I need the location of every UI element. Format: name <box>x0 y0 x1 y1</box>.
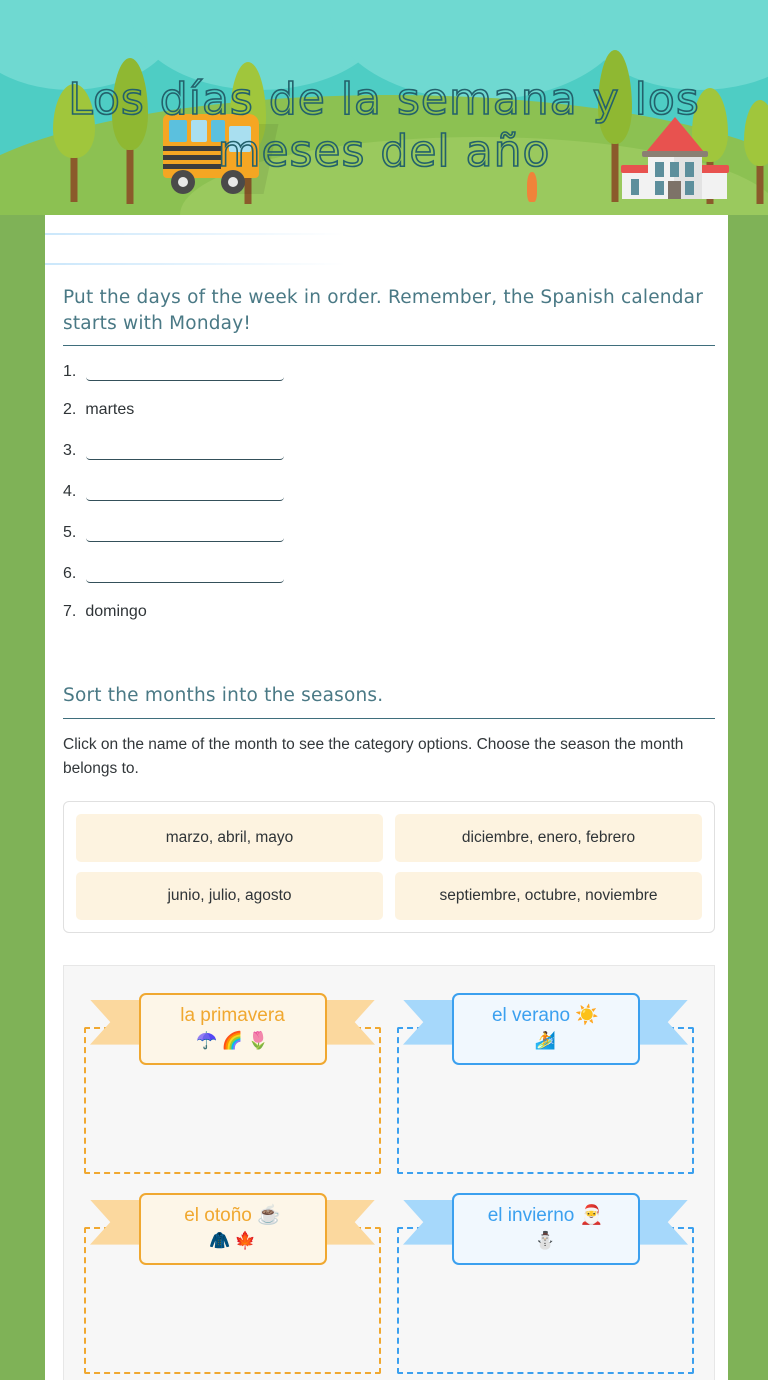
word-bank <box>63 801 715 933</box>
season-cell-otono <box>76 1182 389 1380</box>
season-row-top <box>76 982 702 1182</box>
season-emojis: ⛄ <box>534 1231 557 1251</box>
section2-divider <box>63 718 715 719</box>
season-cell-primavera <box>76 982 389 1182</box>
item-number: 6. <box>63 565 77 583</box>
season-name: el invierno 🎅 <box>487 1204 604 1226</box>
page-title: Los días de la semana y los meses del año <box>68 74 700 177</box>
item-number: 4. <box>63 483 77 501</box>
word-bank-chip[interactable]: marzo, abril, mayo <box>76 814 383 862</box>
item-number: 1. <box>63 363 77 381</box>
day-blank-4[interactable] <box>86 480 284 501</box>
season-emojis: 🧥 🍁 <box>208 1231 257 1251</box>
list-item <box>63 562 715 583</box>
ribbon-invierno <box>389 1182 702 1277</box>
ribbon-primavera <box>76 982 389 1077</box>
day-answer-2: martes <box>85 401 135 419</box>
season-sort-area <box>63 965 715 1380</box>
season-emojis: 🏄 <box>534 1031 557 1051</box>
list-item <box>63 480 715 501</box>
section2-instructions: Click on the name of the month to see the category options. Choose the season the month belongs to. <box>63 735 684 777</box>
item-number: 7. <box>63 603 77 621</box>
item-number: 3. <box>63 442 77 460</box>
season-label-verano <box>452 993 640 1066</box>
days-of-week-list <box>63 360 715 621</box>
season-cell-invierno <box>389 1182 702 1380</box>
season-row-bottom <box>76 1182 702 1380</box>
section1-divider <box>63 345 715 346</box>
list-item <box>63 439 715 460</box>
season-label-otono <box>139 1193 327 1266</box>
list-item <box>63 521 715 542</box>
worksheet-card <box>45 215 728 1380</box>
item-number: 2. <box>63 401 77 419</box>
season-name: el verano ☀️ <box>491 1004 600 1026</box>
day-blank-1[interactable] <box>86 360 284 381</box>
ribbon-verano <box>389 982 702 1077</box>
header-banner <box>0 0 768 215</box>
day-blank-3[interactable] <box>86 439 284 460</box>
ribbon-otono <box>76 1182 389 1277</box>
faded-header-lines <box>45 233 345 293</box>
section2-heading: Sort the months into the seasons. <box>63 685 384 707</box>
day-answer-7: domingo <box>85 603 147 621</box>
season-label-invierno <box>452 1193 640 1266</box>
list-item <box>63 401 715 419</box>
day-blank-5[interactable] <box>86 521 284 542</box>
season-label-primavera <box>139 993 327 1066</box>
list-item <box>63 360 715 381</box>
season-name: el otoño ☕ <box>184 1204 281 1226</box>
section1-heading: Put the days of the week in order. Remember, the Spanish calendar starts with Monday! <box>63 287 703 334</box>
list-item <box>63 603 715 621</box>
word-bank-chip[interactable]: diciembre, enero, febrero <box>395 814 702 862</box>
word-bank-chip[interactable]: septiembre, octubre, noviembre <box>395 872 702 920</box>
section2 <box>63 683 715 1380</box>
season-cell-verano <box>389 982 702 1182</box>
word-bank-chip[interactable]: junio, julio, agosto <box>76 872 383 920</box>
item-number: 5. <box>63 524 77 542</box>
season-emojis: ☂️ 🌈 🌷 <box>196 1031 269 1051</box>
day-blank-6[interactable] <box>86 562 284 583</box>
season-name: la primavera <box>180 1004 285 1026</box>
